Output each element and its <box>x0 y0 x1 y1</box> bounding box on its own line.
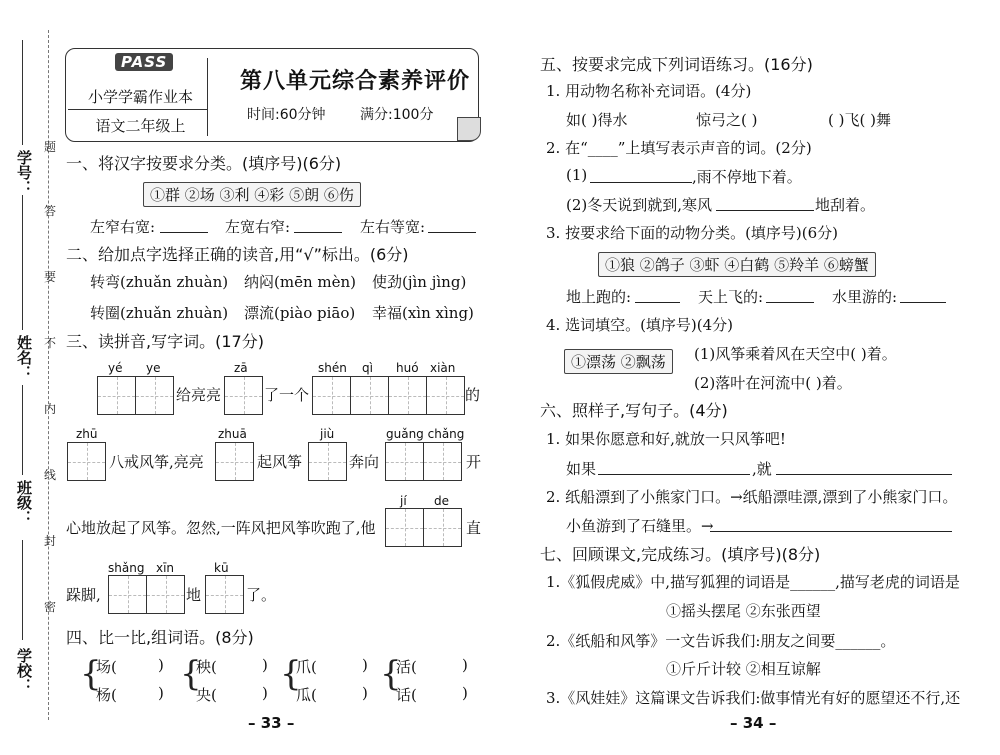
pinyin: jí <box>400 494 407 508</box>
category-label: 左窄右宽: <box>90 218 156 236</box>
pinyin: yé <box>108 361 123 375</box>
section-3-title: 三、读拼音,写字词。(17分) <box>66 332 264 351</box>
seal-char: 要 <box>44 270 57 284</box>
category-label: 左宽右窄: <box>225 218 291 236</box>
pinyin: xiàn <box>430 361 456 375</box>
page-title: 第八单元综合素养评价 <box>240 68 471 94</box>
idiom-item[interactable]: 惊弓之( ) <box>696 111 758 129</box>
compare-close: ) <box>362 656 368 674</box>
pinyin: zā <box>234 361 248 375</box>
sentence-text: 地刮着。 <box>815 196 876 214</box>
pronunciation-item[interactable]: 纳闷(mēn mèn) <box>244 273 356 291</box>
section-1-title: 一、将汉字按要求分类。(填序号)(6分) <box>66 154 342 173</box>
pinyin: shén <box>318 361 347 375</box>
writing-grid[interactable] <box>97 376 173 415</box>
passage-text: 起风筝 <box>257 453 303 471</box>
compare-char[interactable]: 场( <box>96 658 117 676</box>
pass-logo: PASS <box>115 53 173 71</box>
category-label: 天上飞的: <box>698 288 764 306</box>
passage-text: 了一个 <box>264 386 310 404</box>
sentence-text: (2)冬天说到就到,寒风 <box>566 196 713 214</box>
passage-text: 开 <box>466 453 482 471</box>
writing-grid[interactable] <box>385 508 461 547</box>
compare-char[interactable]: 杨( <box>96 686 117 704</box>
pinyin: jiù <box>320 427 335 441</box>
sentence-text: 小鱼游到了石缝里。→ <box>566 517 714 535</box>
answer-blank[interactable] <box>710 531 952 532</box>
writing-grid[interactable] <box>224 376 262 415</box>
answer-blank[interactable] <box>294 232 342 233</box>
answer-blank[interactable] <box>766 302 814 303</box>
passage-text: 地 <box>186 586 202 604</box>
book-grade: 语文二年级上 <box>95 117 186 135</box>
compare-char[interactable]: 秧( <box>196 658 217 676</box>
pinyin: huó <box>396 361 419 375</box>
student-id-label: 学号： <box>15 150 33 195</box>
question: 2.《纸船和风筝》一文告诉我们:朋友之间要______。 <box>546 632 896 650</box>
answer-blank[interactable] <box>428 232 476 233</box>
sentence-text[interactable]: (1)风筝乘着风在天空中( )着。 <box>694 345 897 363</box>
seal-char: 题 <box>44 140 57 154</box>
compare-char[interactable]: 瓜( <box>296 686 317 704</box>
seal-char: 线 <box>44 468 57 482</box>
page-number: – 34 – <box>730 714 777 732</box>
compare-char[interactable]: 央( <box>196 686 217 704</box>
passage-text: 跺脚, <box>66 586 101 604</box>
compare-close: ) <box>158 684 164 702</box>
answer-blank[interactable] <box>590 182 692 183</box>
school-label: 学校： <box>15 648 33 693</box>
passage-text: 奔向 <box>349 453 380 471</box>
student-id-line[interactable] <box>22 40 23 145</box>
sentence-text: ,雨不停地下着。 <box>692 168 802 186</box>
seal-char: 封 <box>44 534 57 548</box>
answer-blank[interactable] <box>716 210 814 211</box>
seal-char: 内 <box>44 402 57 416</box>
answer-blank[interactable] <box>598 474 750 475</box>
choice-options: ①摇头摆尾 ②东张西望 <box>666 602 821 620</box>
answer-blank[interactable] <box>900 302 946 303</box>
brace: { <box>180 654 202 694</box>
section-7-title: 七、回顾课文,完成练习。(填序号)(8分) <box>540 545 821 564</box>
category-label: 左右等宽: <box>360 218 426 236</box>
pronunciation-item[interactable]: 转弯(zhuǎn zhuàn) <box>90 273 229 291</box>
answer-blank[interactable] <box>776 474 952 475</box>
compare-close: ) <box>462 656 468 674</box>
pinyin: qì <box>362 361 373 375</box>
section-4-title: 四、比一比,组词语。(8分) <box>66 628 254 647</box>
section-1-options: ①群 ②场 ③利 ④彩 ⑤朗 ⑥伤 <box>143 182 361 207</box>
pronunciation-item[interactable]: 幸福(xìn xìng) <box>372 304 474 322</box>
passage-text: 心地放起了风筝。忽然,一阵风把风筝吹跑了,他 <box>66 519 376 537</box>
compare-char[interactable]: 活( <box>396 658 417 676</box>
question: 2. 纸船漂到了小熊家门口。→纸船漂哇漂,漂到了小熊家门口。 <box>546 488 958 506</box>
writing-grid[interactable] <box>385 442 461 481</box>
seal-char: 不 <box>44 336 57 350</box>
pinyin: ye <box>146 361 161 375</box>
time-limit: 时间:60分钟 <box>247 107 326 123</box>
passage-text: 给亮亮 <box>176 386 222 404</box>
writing-grid[interactable] <box>205 575 243 614</box>
brace: { <box>380 654 402 694</box>
choice-options: ①斤斤计较 ②相互谅解 <box>666 660 821 678</box>
idiom-item[interactable]: ( )飞( )舞 <box>828 111 891 129</box>
full-score: 满分:100分 <box>360 107 434 123</box>
pinyin: xīn <box>156 561 175 575</box>
pinyin: zhuā <box>218 427 247 441</box>
pronunciation-item[interactable]: 漂流(piào piāo) <box>244 304 356 322</box>
passage-text: 八戒风筝,亮亮 <box>109 453 204 471</box>
question: 2. 在“____”上填写表示声音的词。(2分) <box>546 139 812 157</box>
header-vertical-divider <box>207 58 208 136</box>
passage-text: 了。 <box>246 586 277 604</box>
header-divider <box>68 109 208 110</box>
pinyin: kū <box>214 561 229 575</box>
sentence-text: (1) <box>566 166 588 184</box>
sentence-text: ,就 <box>752 460 772 478</box>
brace: { <box>80 654 102 694</box>
answer-blank[interactable] <box>160 232 208 233</box>
pinyin: guǎng chǎng <box>386 427 465 441</box>
animal-options: ①狼 ②鸽子 ③虾 ④白鹤 ⑤羚羊 ⑥螃蟹 <box>598 252 876 277</box>
category-label: 地上跑的: <box>566 288 632 306</box>
compare-char[interactable]: 爪( <box>296 658 317 676</box>
page-curl-decoration <box>457 117 481 141</box>
passage-text: 的 <box>465 386 481 404</box>
question: 3.《风娃娃》这篇课文告诉我们:做事情光有好的愿望还不行,还 <box>546 689 961 707</box>
class-label: 班级： <box>15 480 33 525</box>
section-2-title: 二、给加点字选择正确的读音,用“√”标出。(6分) <box>66 245 409 264</box>
pinyin: shǎng <box>108 561 145 575</box>
section-5-title: 五、按要求完成下列词语练习。(16分) <box>540 55 813 74</box>
writing-grid[interactable] <box>308 442 346 481</box>
writing-grid[interactable] <box>215 442 253 481</box>
page-number: – 33 – <box>248 714 295 732</box>
section-6-title: 六、照样子,写句子。(4分) <box>540 401 728 420</box>
sentence-text[interactable]: (2)落叶在河流中( )着。 <box>694 374 852 392</box>
question: 1.《狐假虎威》中,描写狐狸的词语是______,描写老虎的词语是 <box>546 573 960 591</box>
answer-blank[interactable] <box>635 302 680 303</box>
pinyin: de <box>434 494 449 508</box>
name-line[interactable] <box>22 195 23 330</box>
question: 1. 如果你愿意和好,就放一只风筝吧! <box>546 430 786 448</box>
pronunciation-item[interactable]: 转圈(zhuǎn zhuàn) <box>90 304 229 322</box>
pronunciation-item[interactable]: 使劲(jìn jìng) <box>372 273 467 291</box>
seal-char: 答 <box>44 204 57 218</box>
question: 3. 按要求给下面的动物分类。(填序号)(6分) <box>546 224 839 242</box>
question: 4. 选词填空。(填序号)(4分) <box>546 316 734 334</box>
compare-close: ) <box>462 684 468 702</box>
category-label: 水里游的: <box>832 288 898 306</box>
writing-grid[interactable] <box>312 376 464 415</box>
brace: { <box>280 654 302 694</box>
school-line[interactable] <box>22 540 23 640</box>
compare-close: ) <box>362 684 368 702</box>
seal-char: 密 <box>44 600 57 614</box>
compare-char[interactable]: 话( <box>396 686 417 704</box>
idiom-item[interactable]: 如( )得水 <box>566 111 628 129</box>
passage-text: 直 <box>466 519 482 537</box>
writing-grid[interactable] <box>108 575 184 614</box>
compare-close: ) <box>158 656 164 674</box>
name-label: 姓名： <box>15 335 33 380</box>
seal-line <box>48 30 49 720</box>
compare-close: ) <box>262 656 268 674</box>
book-name: 小学学霸作业本 <box>87 88 193 106</box>
class-line[interactable] <box>22 385 23 475</box>
sentence-text: 如果 <box>566 460 597 478</box>
compare-close: ) <box>262 684 268 702</box>
pinyin: zhū <box>76 427 98 441</box>
word-options: ①漂荡 ②飘荡 <box>564 349 673 374</box>
question: 1. 用动物名称补充词语。(4分) <box>546 82 752 100</box>
writing-grid[interactable] <box>67 442 105 481</box>
